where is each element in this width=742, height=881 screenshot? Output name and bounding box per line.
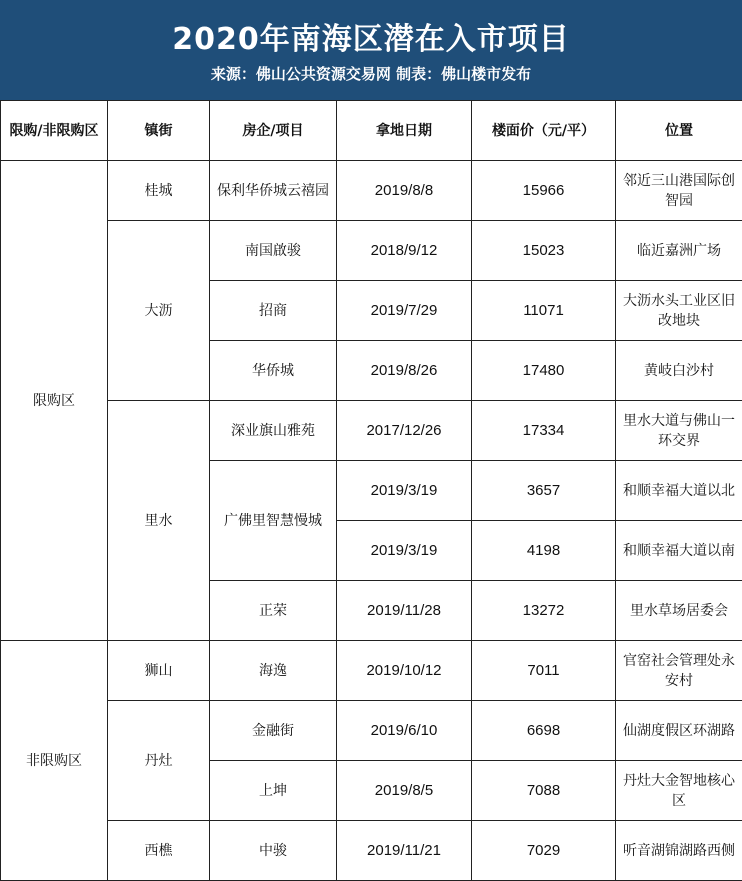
- project-cell: 南国啟骏: [210, 221, 337, 281]
- town-cell: 里水: [108, 401, 210, 641]
- town-cell: 狮山: [108, 641, 210, 701]
- date-cell: 2019/3/19: [337, 461, 472, 521]
- location-cell: 邻近三山港国际创智园: [616, 161, 742, 221]
- price-cell: 13272: [472, 581, 616, 641]
- table-row: [1, 821, 742, 881]
- table-header-row: [1, 101, 742, 161]
- project-cell: 招商: [210, 281, 337, 341]
- location-cell: 大沥水头工业区旧改地块: [616, 281, 742, 341]
- column-header-location: 位置: [616, 101, 742, 161]
- price-cell: 17480: [472, 341, 616, 401]
- zone-cell: 限购区: [1, 161, 108, 641]
- price-cell: 15966: [472, 161, 616, 221]
- column-header-project: 房企/项目: [210, 101, 337, 161]
- column-header-date: 拿地日期: [337, 101, 472, 161]
- project-cell: 中骏: [210, 821, 337, 881]
- column-header-price: 楼面价（元/平）: [472, 101, 616, 161]
- price-cell: 11071: [472, 281, 616, 341]
- date-cell: 2019/6/10: [337, 701, 472, 761]
- location-cell: 临近嘉洲广场: [616, 221, 742, 281]
- location-cell: 听音湖锦湖路西侧: [616, 821, 742, 881]
- date-cell: 2019/11/21: [337, 821, 472, 881]
- price-cell: 6698: [472, 701, 616, 761]
- source-line: 来源：佛山公共资源交易网 制表：佛山楼市发布: [210, 65, 532, 83]
- location-cell: 和顺幸福大道以南: [616, 521, 742, 581]
- table-row: [1, 641, 742, 701]
- title-banner: [0, 0, 742, 100]
- column-header-town: 镇街: [108, 101, 210, 161]
- price-cell: 7011: [472, 641, 616, 701]
- town-cell: 丹灶: [108, 701, 210, 821]
- column-header-zone: 限购/非限购区: [1, 101, 108, 161]
- project-cell: 金融街: [210, 701, 337, 761]
- price-cell: 15023: [472, 221, 616, 281]
- table-row: [1, 401, 742, 461]
- date-cell: 2018/9/12: [337, 221, 472, 281]
- project-cell: 上坤: [210, 761, 337, 821]
- date-cell: 2019/7/29: [337, 281, 472, 341]
- location-cell: 黄岐白沙村: [616, 341, 742, 401]
- location-cell: 仙湖度假区环湖路: [616, 701, 742, 761]
- date-cell: 2017/12/26: [337, 401, 472, 461]
- table-row: [1, 221, 742, 281]
- price-cell: 3657: [472, 461, 616, 521]
- date-cell: 2019/11/28: [337, 581, 472, 641]
- location-cell: 官窑社会管理处永安村: [616, 641, 742, 701]
- project-cell: 保利华侨城云禧园: [210, 161, 337, 221]
- price-cell: 7029: [472, 821, 616, 881]
- town-cell: 大沥: [108, 221, 210, 401]
- location-cell: 里水大道与佛山一环交界: [616, 401, 742, 461]
- date-cell: 2019/3/19: [337, 521, 472, 581]
- date-cell: 2019/10/12: [337, 641, 472, 701]
- projects-table: [0, 100, 742, 881]
- location-cell: 里水草场居委会: [616, 581, 742, 641]
- project-cell: 正荣: [210, 581, 337, 641]
- table-row: [1, 701, 742, 761]
- price-cell: 17334: [472, 401, 616, 461]
- date-cell: 2019/8/8: [337, 161, 472, 221]
- table-row: [1, 161, 742, 221]
- price-cell: 4198: [472, 521, 616, 581]
- location-cell: 和顺幸福大道以北: [616, 461, 742, 521]
- town-cell: 桂城: [108, 161, 210, 221]
- project-cell: 海逸: [210, 641, 337, 701]
- location-cell: 丹灶大金智地核心区: [616, 761, 742, 821]
- project-cell: 广佛里智慧慢城: [210, 461, 337, 581]
- date-cell: 2019/8/26: [337, 341, 472, 401]
- project-cell: 华侨城: [210, 341, 337, 401]
- zone-cell: 非限购区: [1, 641, 108, 881]
- page-title: 2020年南海区潜在入市项目: [172, 22, 570, 57]
- project-cell: 深业旗山雅苑: [210, 401, 337, 461]
- date-cell: 2019/8/5: [337, 761, 472, 821]
- town-cell: 西樵: [108, 821, 210, 881]
- price-cell: 7088: [472, 761, 616, 821]
